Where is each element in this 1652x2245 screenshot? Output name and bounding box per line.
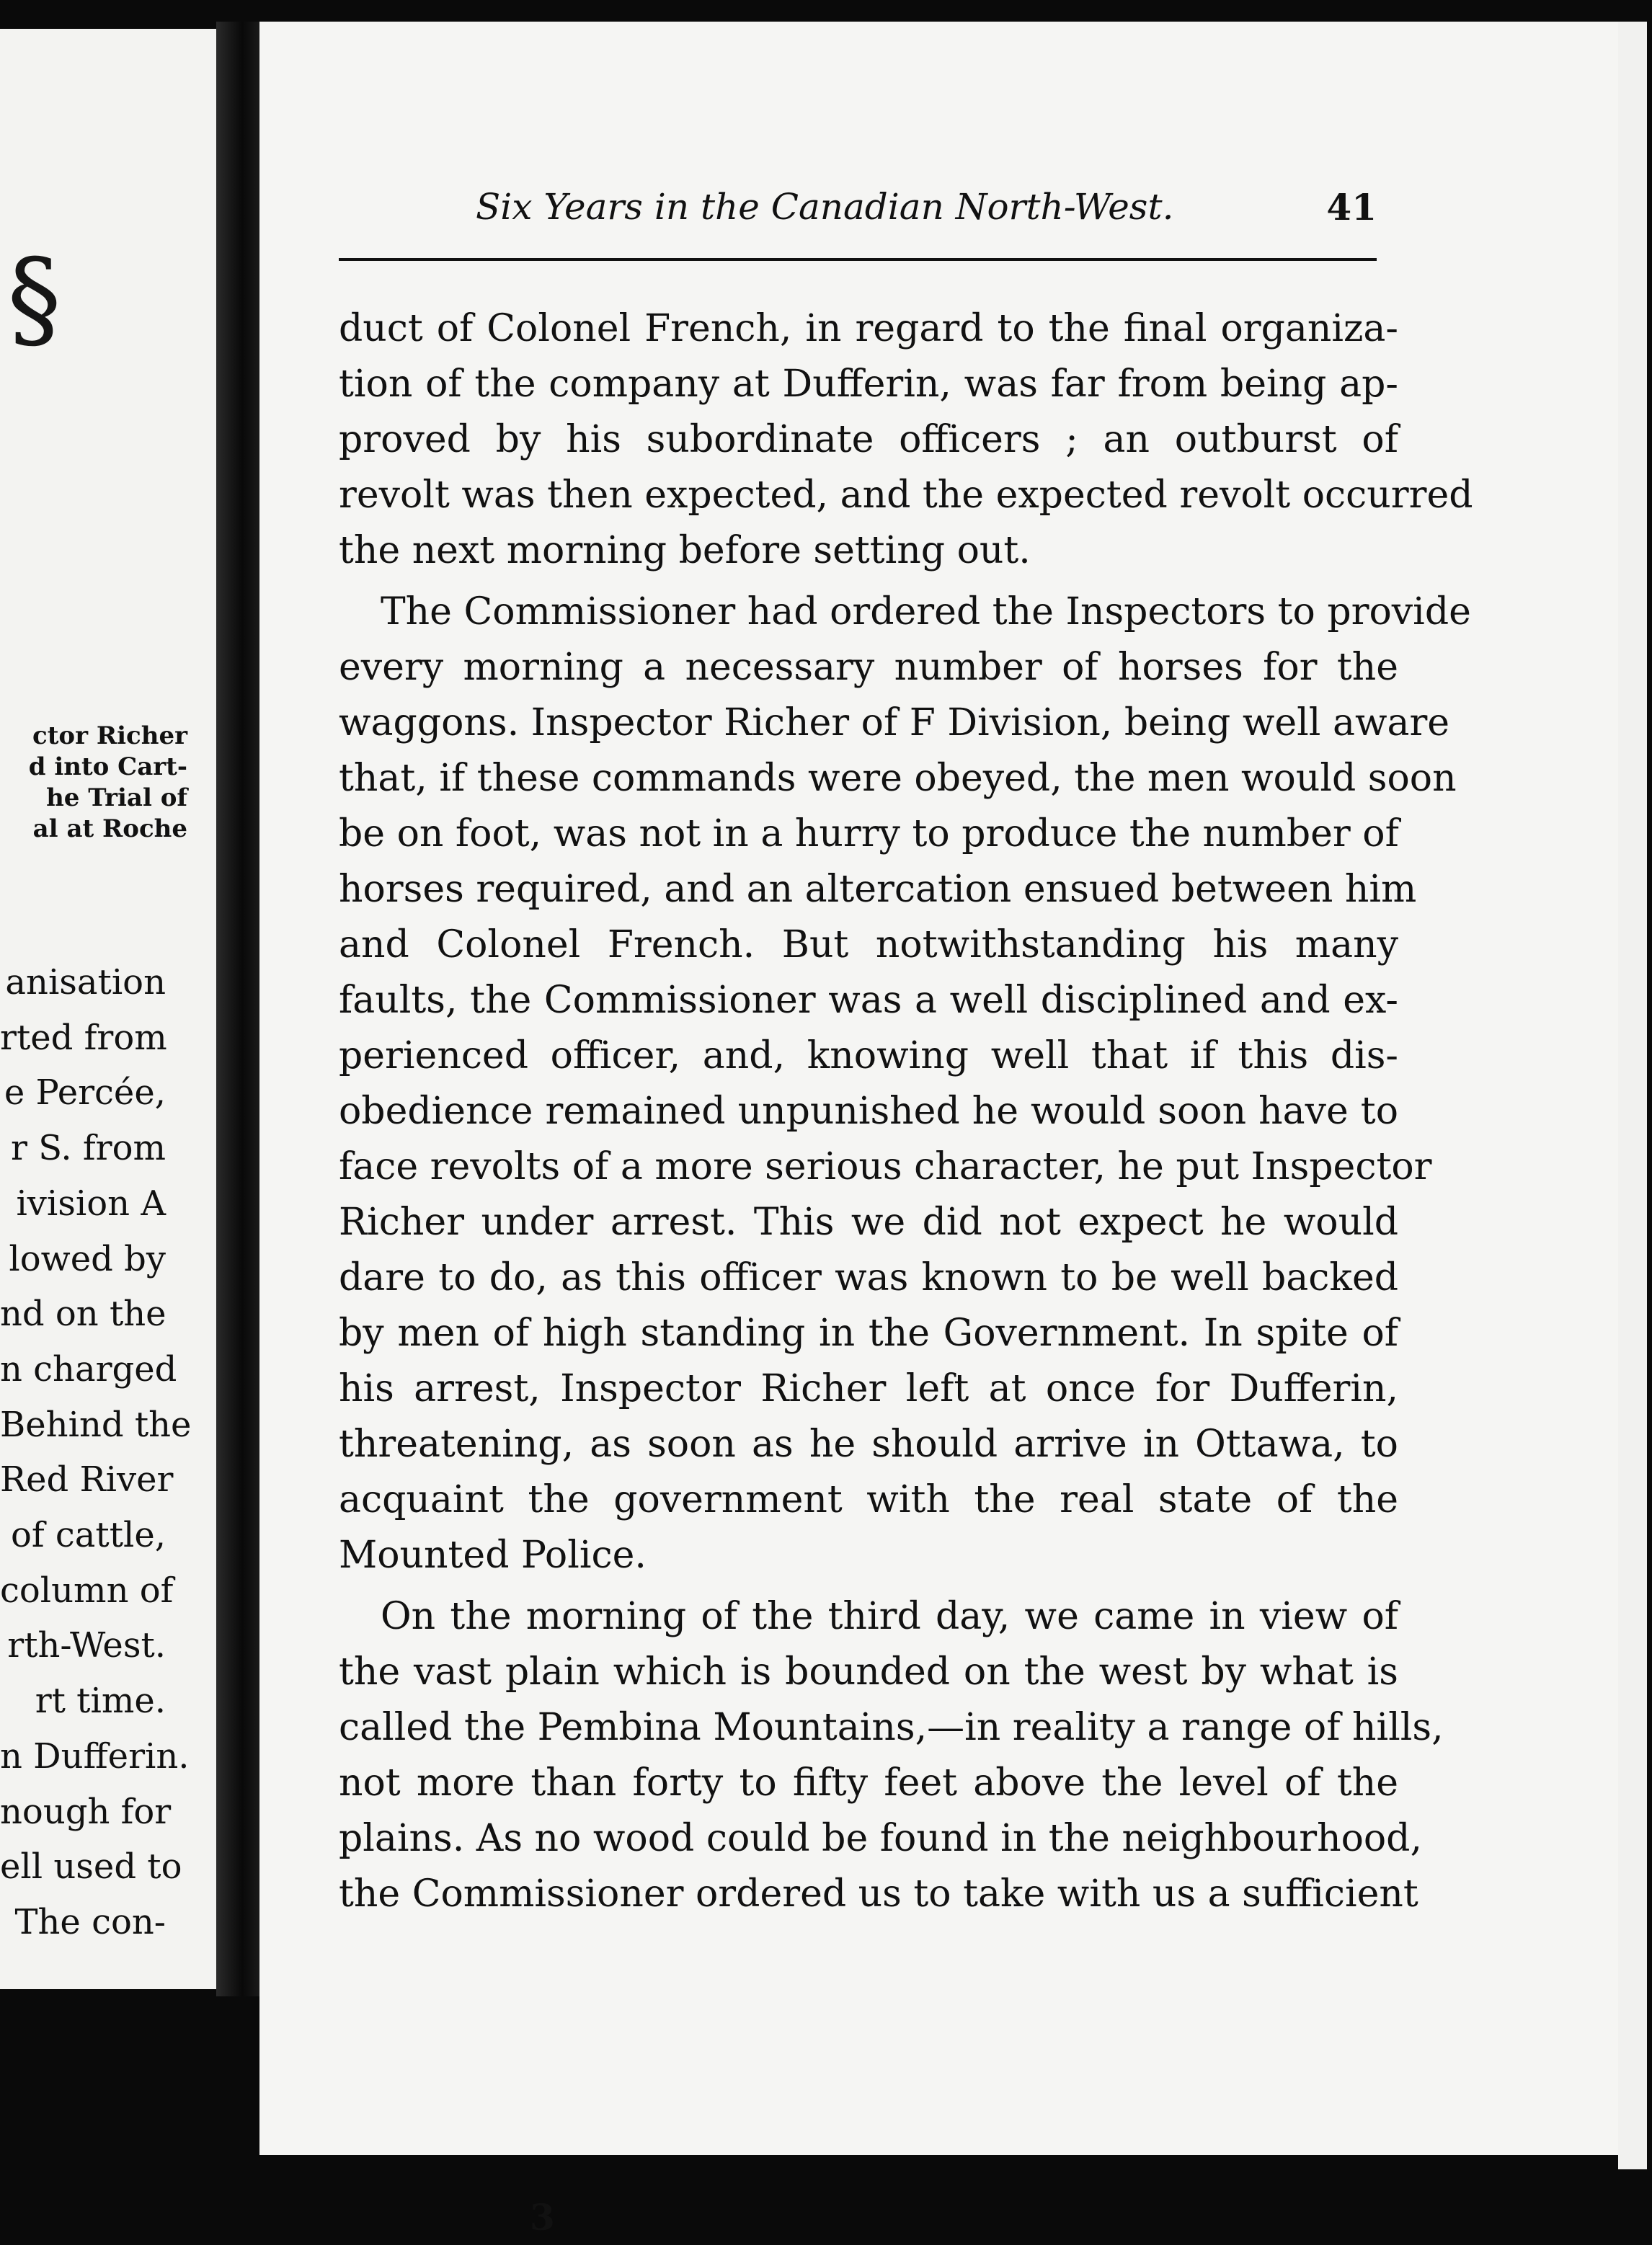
- text-line: face revolts of a more serious character, he put Inspector: [339, 1145, 1432, 1188]
- text-line: perienced officer, and, knowing well that if this dis-: [339, 1034, 1398, 1077]
- left-body-line: Red River: [0, 1459, 174, 1501]
- running-title: Six Years in the Canadian North-West.: [476, 186, 1174, 228]
- decorative-ornament-icon: §: [7, 236, 61, 362]
- left-body-line: lowed by: [9, 1238, 166, 1279]
- left-body-line: rt time.: [35, 1681, 166, 1722]
- left-body-line: ivision A: [16, 1183, 166, 1224]
- left-page: [0, 29, 221, 1989]
- text-line: plains. As no wood could be found in the neighbourhood,: [339, 1817, 1422, 1860]
- left-body-line: Behind the: [0, 1404, 192, 1445]
- text-line: waggons. Inspector Richer of F Division, being well aware: [339, 701, 1450, 744]
- left-body-line: nd on the: [0, 1294, 166, 1335]
- left-page-small-text: [0, 721, 187, 845]
- paragraph: [339, 1589, 1444, 1922]
- text-line: horses required, and an altercation ensued between him: [339, 868, 1417, 911]
- text-line: the Commissioner ordered us to take with us a sufficient: [339, 1872, 1418, 1916]
- text-line: the next morning before setting out.: [339, 529, 1031, 572]
- text-line: Richer under arrest. This we did not expect he would: [339, 1201, 1398, 1244]
- text-line: called the Pembina Mountains,—in reality a range of hills,: [339, 1706, 1444, 1749]
- left-body-line: n Dufferin.: [0, 1735, 190, 1777]
- left-body-line: of cattle,: [10, 1515, 166, 1556]
- text-line: tion of the company at Dufferin, was far from being ap-: [339, 363, 1398, 406]
- body-text: [339, 301, 1473, 2239]
- left-body-line: ell used to: [0, 1846, 182, 1888]
- text-line: Mounted Police.: [339, 1534, 647, 1577]
- text-line: faults, the Commissioner was a well disciplined and ex-: [339, 979, 1398, 1022]
- left-small-line: ctor Richer: [32, 721, 187, 750]
- text-line: obedience remained unpunished he would soon have to: [339, 1090, 1398, 1133]
- paragraph: [339, 301, 1473, 579]
- text-line: be on foot, was not in a hurry to produce the number of: [339, 812, 1399, 855]
- text-line: proved by his subordinate officers ; an outburst of: [339, 418, 1398, 461]
- signature-mark: 3: [530, 2196, 555, 2239]
- text-line: his arrest, Inspector Richer left at once for Dufferin,: [339, 1367, 1398, 1410]
- text-line: On the morning of the third day, we came in view of: [381, 1595, 1398, 1638]
- header-rule: [339, 258, 1377, 261]
- text-line: every morning a necessary number of horses for the: [339, 646, 1398, 689]
- text-line: by men of high standing in the Government. In spite of: [339, 1312, 1398, 1355]
- text-line: acquaint the government with the real state of the: [339, 1478, 1398, 1521]
- left-small-line: d into Cart-: [28, 752, 187, 781]
- left-body-line: rth-West.: [7, 1625, 166, 1666]
- text-line: dare to do, as this officer was known to be well backed: [339, 1256, 1398, 1299]
- text-line: not more than forty to fifty feet above the level of the: [339, 1761, 1398, 1805]
- page-header: [461, 180, 1377, 238]
- text-line: and Colonel French. But notwithstanding his many: [339, 923, 1398, 966]
- text-line: that, if these commands were obeyed, the men would soon: [339, 757, 1457, 800]
- left-body-line: r S. from: [10, 1128, 166, 1169]
- left-body-line: column of: [0, 1570, 174, 1611]
- paragraph: [339, 584, 1471, 1583]
- left-body-line: The con-: [14, 1901, 166, 1942]
- left-small-line: he Trial of: [46, 783, 187, 812]
- text-line: revolt was then expected, and the expected revolt occurred: [339, 474, 1473, 517]
- text-line: duct of Colonel French, in regard to the final organiza-: [339, 307, 1398, 350]
- left-body-line: rted from: [0, 1017, 167, 1058]
- book-gutter: [216, 22, 259, 1996]
- page-number: 41: [1326, 186, 1377, 228]
- left-body-line: n charged: [0, 1348, 177, 1390]
- text-line: The Commissioner had ordered the Inspectors to provide: [381, 590, 1471, 634]
- text-line: the vast plain which is bounded on the west by what is: [339, 1650, 1398, 1694]
- left-body-line: anisation: [5, 962, 166, 1003]
- page-edge: [1618, 22, 1647, 2169]
- left-page-body-text: [0, 955, 192, 1950]
- text-line: threatening, as soon as he should arrive in Ottawa, to: [339, 1423, 1398, 1466]
- left-body-line: nough for: [0, 1791, 172, 1832]
- left-body-line: e Percée,: [4, 1072, 166, 1113]
- left-small-line: al at Roche: [32, 814, 187, 843]
